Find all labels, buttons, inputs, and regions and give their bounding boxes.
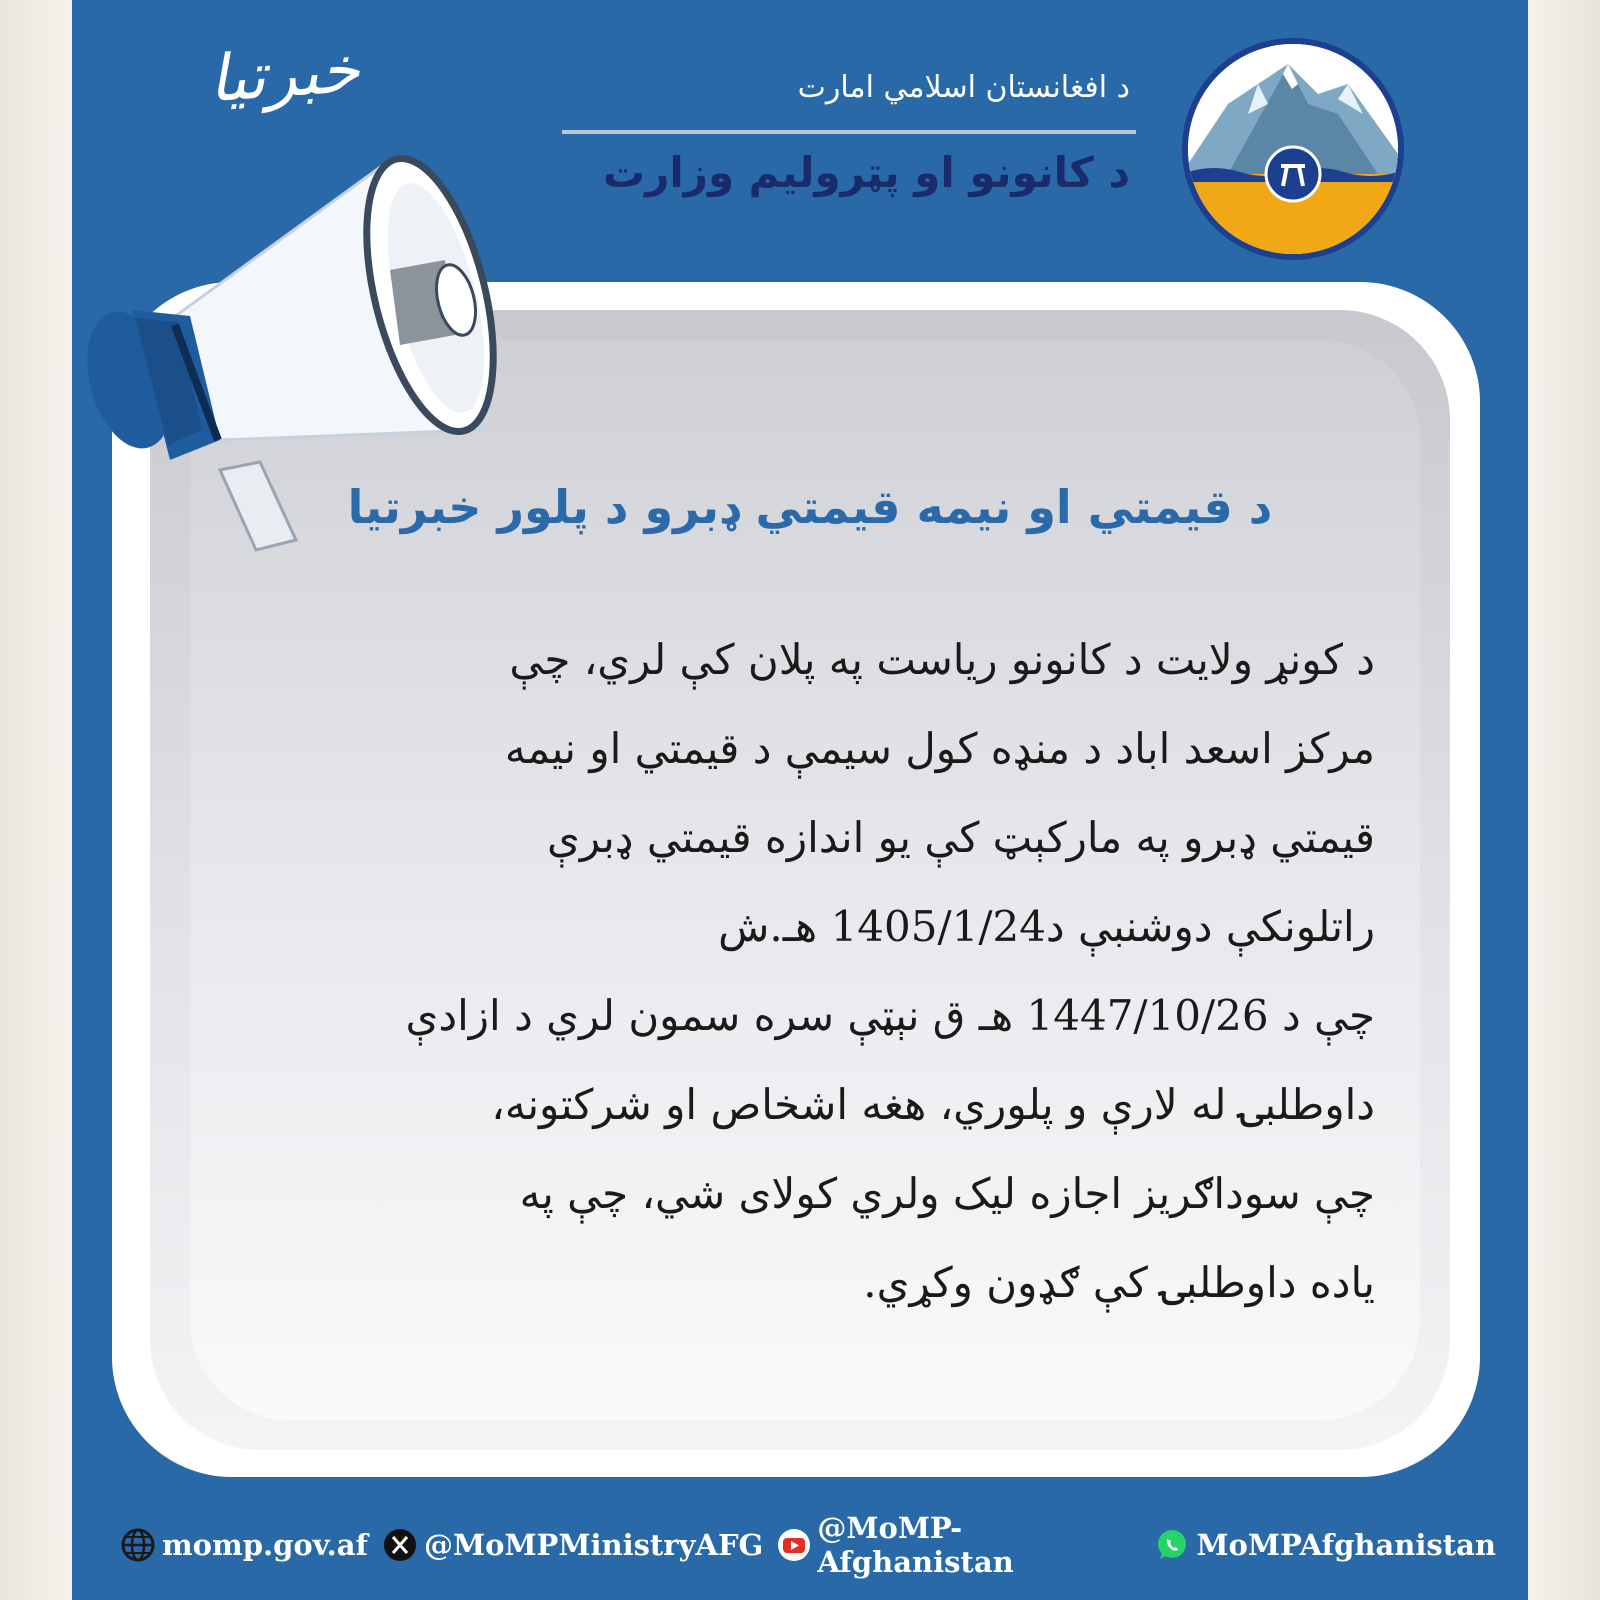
body-line: راتلونکې دوشنبې د1405/1/24 هـ.ش: [718, 902, 1375, 951]
body-line: مرکز اسعد اباد د منډه کول سیمې د قیمتي او نیمه: [504, 724, 1375, 773]
website-link[interactable]: [120, 1527, 368, 1563]
body-line: چې د 1447/10/26 هـ ق نېټې سره سمون لري د ازادې: [405, 991, 1375, 1040]
x-icon: [382, 1527, 418, 1563]
ministry-logo: [1182, 38, 1404, 260]
paper-background-right: [1528, 0, 1600, 1600]
body-line: د کونړ ولایت د کانونو ریاست په پلان کې لري، چې: [509, 635, 1375, 684]
body-line: داوطلبۍ له لارې و پلوري، هغه اشخاص او شرکتونه،: [491, 1080, 1375, 1129]
footer-social-bar: [120, 1511, 1510, 1579]
x-link[interactable]: [382, 1527, 763, 1563]
website-text: momp.gov.af: [162, 1528, 369, 1562]
youtube-icon: [777, 1527, 811, 1563]
header-divider: [562, 130, 1136, 134]
emirate-label: د افغانستان اسلامي امارت: [797, 70, 1130, 105]
x-handle: @MoMPMinistryAFG: [424, 1528, 764, 1562]
globe-icon: [120, 1527, 156, 1563]
ministry-label: د کانونو او پټرولیم وزارت: [602, 148, 1130, 197]
whatsapp-icon: [1154, 1527, 1190, 1563]
body-line: چې سوداګریز اجازه لیک ولري کولای شي، چې په: [519, 1169, 1375, 1218]
body-line: یاده داوطلبۍ کې ګډون وکړي.: [863, 1258, 1375, 1307]
youtube-handle: @MoMP-Afghanistan: [817, 1511, 1014, 1579]
notice-headline: د قیمتي او نیمه قیمتي ډبرو د پلور خبرتیا: [347, 480, 1273, 534]
whatsapp-link[interactable]: [1154, 1527, 1496, 1563]
youtube-link[interactable]: [777, 1511, 1140, 1579]
whatsapp-handle: MoMPAfghanistan: [1196, 1528, 1496, 1562]
body-line: قیمتي ډبرو په مارکېټ کې یو اندازه قیمتي ډبرې: [547, 813, 1375, 862]
notice-body: [230, 615, 1375, 1327]
news-badge: خبرتیا: [206, 32, 362, 118]
